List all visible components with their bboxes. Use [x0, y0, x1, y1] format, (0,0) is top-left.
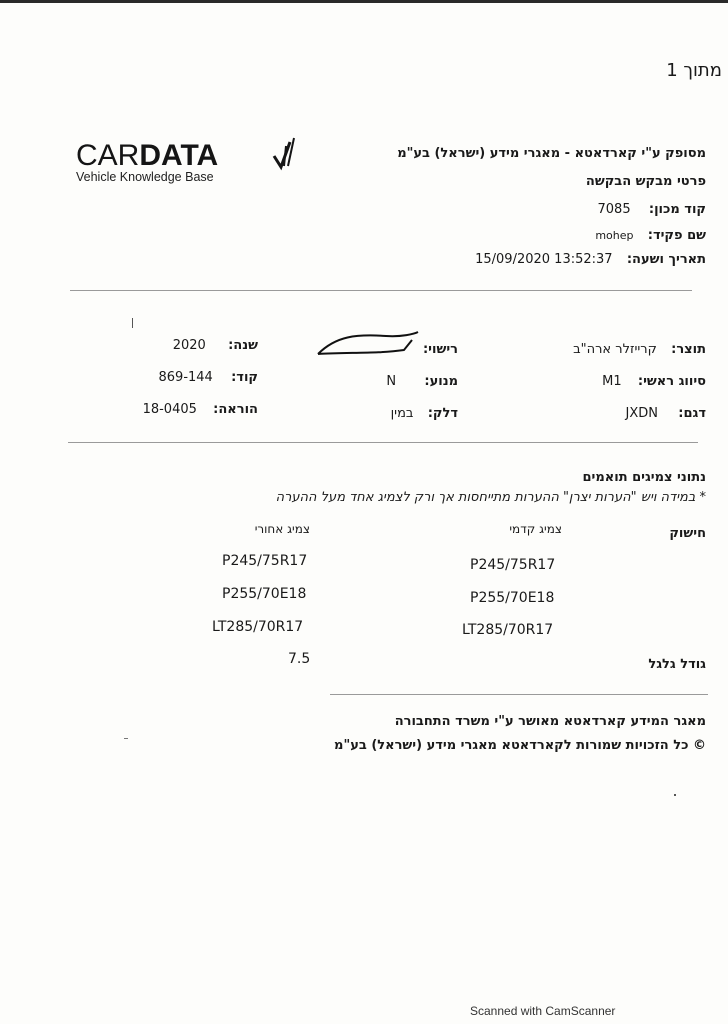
manufacturer-label: תוצר: — [671, 342, 706, 357]
institute-value: 7085 — [597, 202, 631, 217]
datetime-label: תאריך ושעה: — [626, 252, 706, 267]
directive-value: 18-0405 — [142, 402, 197, 417]
attachment-label: מתוך 1 — [666, 60, 722, 81]
model-label: דגם: — [678, 406, 706, 421]
copyright-line: © כל הזכויות שמורות לקארדאטא מאגרי מידע (ישראל) בע"מ — [334, 738, 706, 753]
license-label: רישוי: — [422, 342, 458, 357]
approval-line: מאגר המידע קארדאטא מאושר ע"י משרד התחבורה — [394, 714, 706, 729]
col-rear-header: צמיג אחורי — [254, 522, 310, 536]
wheel-size-value: 7.5 — [288, 651, 311, 667]
license-row — [423, 342, 458, 357]
rear-tire-1: P245/75R17 — [222, 553, 308, 569]
front-tire-3: LT285/70R17 — [462, 622, 554, 638]
page-top-edge — [0, 0, 728, 3]
scan-speck-3 — [674, 794, 676, 796]
divider-2 — [68, 442, 698, 443]
class-label: סיווג ראשי: — [637, 374, 706, 389]
clerk-value: mohep — [595, 229, 634, 242]
directive-label: הוראה: — [213, 402, 258, 417]
datetime-value: 15/09/2020 13:52:37 — [475, 252, 613, 267]
code-label: קוד: — [231, 370, 258, 385]
checkmark-icon — [272, 136, 318, 172]
fuel-row — [391, 406, 458, 421]
institute-row — [598, 202, 706, 217]
directive-row — [143, 402, 258, 417]
scan-speck-2 — [124, 738, 128, 739]
datetime-row — [475, 252, 706, 267]
year-label: שנה: — [228, 338, 258, 353]
wheel-size-label: גודל גלגל — [648, 657, 706, 672]
divider-1 — [70, 290, 692, 291]
tires-note: * במידה ויש "הערות יצרן" ההערות מתייחסות אך ורק לצמיג אחד מעל ההערה — [275, 490, 706, 505]
logo-tagline: Vehicle Knowledge Base — [76, 170, 214, 184]
cardata-logo — [76, 140, 218, 184]
divider-3 — [330, 694, 708, 695]
model-row — [626, 406, 706, 421]
year-row — [173, 338, 258, 353]
scan-speck — [132, 318, 133, 328]
front-tire-1: P245/75R17 — [470, 557, 556, 573]
clerk-label: שם פקיד: — [647, 228, 706, 243]
redacted-license-scribble — [316, 330, 420, 360]
rear-tire-3: LT285/70R17 — [212, 619, 304, 635]
manufacturer-value: קרייזלר ארה"ב — [573, 342, 657, 357]
class-row — [602, 374, 706, 389]
year-value: 2020 — [172, 338, 206, 353]
fuel-label: דלק: — [427, 406, 458, 421]
engine-label: מנוע: — [424, 374, 458, 389]
fuel-value: במין — [390, 406, 414, 421]
tires-section-title: נתוני צמיגים תואמים — [582, 470, 706, 485]
col-coupling-header: חישוק — [669, 526, 706, 541]
rear-tire-2: P255/70E18 — [222, 586, 307, 602]
code-value: 869-144 — [158, 370, 213, 385]
model-value: JXDN — [625, 406, 659, 421]
logo-wordmark: CARDATA — [76, 139, 219, 172]
engine-value: N — [386, 374, 397, 389]
class-value: M1 — [602, 374, 622, 389]
provider-line: מסופק ע"י קארדאטא - מאגרי מידע (ישראל) בע"מ — [397, 146, 706, 161]
scanner-watermark: Scanned with CamScanner — [470, 1004, 616, 1018]
clerk-row — [595, 228, 706, 243]
engine-row — [386, 374, 458, 389]
code-row — [159, 370, 259, 385]
front-tire-2: P255/70E18 — [470, 590, 555, 606]
institute-label: קוד מכון: — [648, 202, 706, 217]
request-title: פרטי מבקש הבקשה — [585, 174, 706, 189]
manufacturer-row — [573, 342, 706, 357]
col-front-header: צמיג קדמי — [509, 522, 562, 536]
